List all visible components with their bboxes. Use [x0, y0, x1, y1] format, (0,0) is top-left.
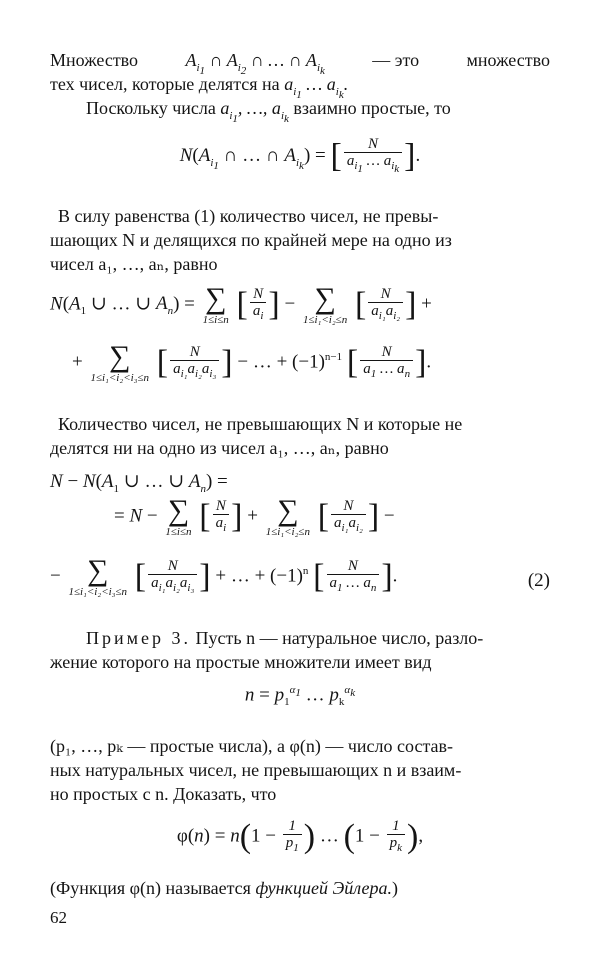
word: множество: [466, 50, 550, 70]
text-line: шающих N и делящихся по крайней мере на одно из: [50, 230, 452, 250]
display-formula: $N - N(A_1$ ∪ … ∪ $A_n$) =: [50, 471, 228, 495]
text-line: В силу равенства (1) количество чисел, не превы-: [58, 206, 439, 226]
page-number: 62: [50, 908, 67, 927]
display-formula: $N(A_{i_1}$ ∩ … ∩ $A_{i_k}$) = [ $\frac{N}{a_{i_1} \dots a_{i_k}}$ ].: [179, 136, 421, 176]
text-line: но простых с n. Доказать, что: [50, 784, 277, 804]
math-intersection: $A_{i_1}$ ∩ $A_{i_2}$ ∩ … ∩ $A_{i_k}$: [185, 50, 325, 77]
text: тех чисел, которые делятся на: [50, 74, 280, 94]
math-inline: $a_{i_1}$ … $a_{i_k}$.: [284, 74, 349, 101]
text-line: ных натуральных чисел, не превышающих n и взаим-: [50, 760, 462, 780]
display-formula: φ(n) = n(1 − $\frac{1}{p_1}$ ) … (1 − $\frac{1}{p_k}$ ),: [176, 818, 424, 855]
text-line: чисел a₁, …, aₙ, равно: [50, 254, 218, 274]
text-line: (p₁, …, pₖ — простые числа), а φ(n) — число состав-: [50, 736, 454, 756]
text-line: делятся ни на одно из чисел a₁, …, aₙ, равно: [50, 438, 389, 458]
text: ): [392, 878, 399, 898]
display-formula: $n = p_1^{\alpha_1}$ … $p_k^{\alpha_k}$: [244, 684, 356, 709]
text: Пусть n — натуральное число, разло-: [195, 628, 484, 648]
math-inline: $a_{i_1}$, …, $a_{i_k}$: [220, 98, 289, 125]
display-formula: − ∑ 1≤i₁<i₂<i₃≤n [ $\frac{N}{a_{i_1}a_{i_2}a_{i_3}}$ ] + … + $(-1)^n$ [ $\frac{N}{a_1 \dots a_n}$ ]. (2): [50, 554, 550, 598]
text: Поскольку числа: [86, 98, 216, 118]
display-formula: $N(A_1$ ∪ … ∪ $A_n$) = ∑ 1≤i≤n [ $\frac{N}{a_i}$ ] − ∑ 1≤i₁<i₂≤n [ $\frac{N}{a_{i_1}a_{i_2}}$ ] +: [50, 282, 432, 326]
display-formula: = N − ∑ 1≤i≤n [ $\frac{N}{a_i}$ ] + ∑ 1≤i₁<i₂≤n [ $\frac{N}{a_{i_1}a_{i_2}}$ ] −: [114, 494, 395, 538]
display-formula: + ∑ 1≤i₁<i₂<i₃≤n [ $\frac{N}{a_{i_1}a_{i_2}a_{i_3}}$ ] − … + $(-1)^{n-1}$ [ $\frac{N}{a_1 \dots a_n}$ ].: [72, 340, 432, 384]
text-line: жение которого на простые множители имеет вид: [50, 652, 432, 672]
italic-term: функцией Эйлера.: [255, 878, 393, 898]
text-line: Количество чисел, не превышающих N и которые не: [58, 414, 463, 434]
text-line: [86, 626, 550, 650]
text: (Функция φ(n) называется: [50, 878, 251, 898]
example-heading: Пример 3.: [86, 628, 192, 648]
text: взаимно простые, то: [293, 98, 451, 118]
word: — это: [372, 50, 420, 70]
word: Множество: [50, 50, 139, 70]
equation-number: (2): [527, 570, 550, 591]
text-line: [50, 876, 550, 900]
text-line: [86, 96, 550, 131]
